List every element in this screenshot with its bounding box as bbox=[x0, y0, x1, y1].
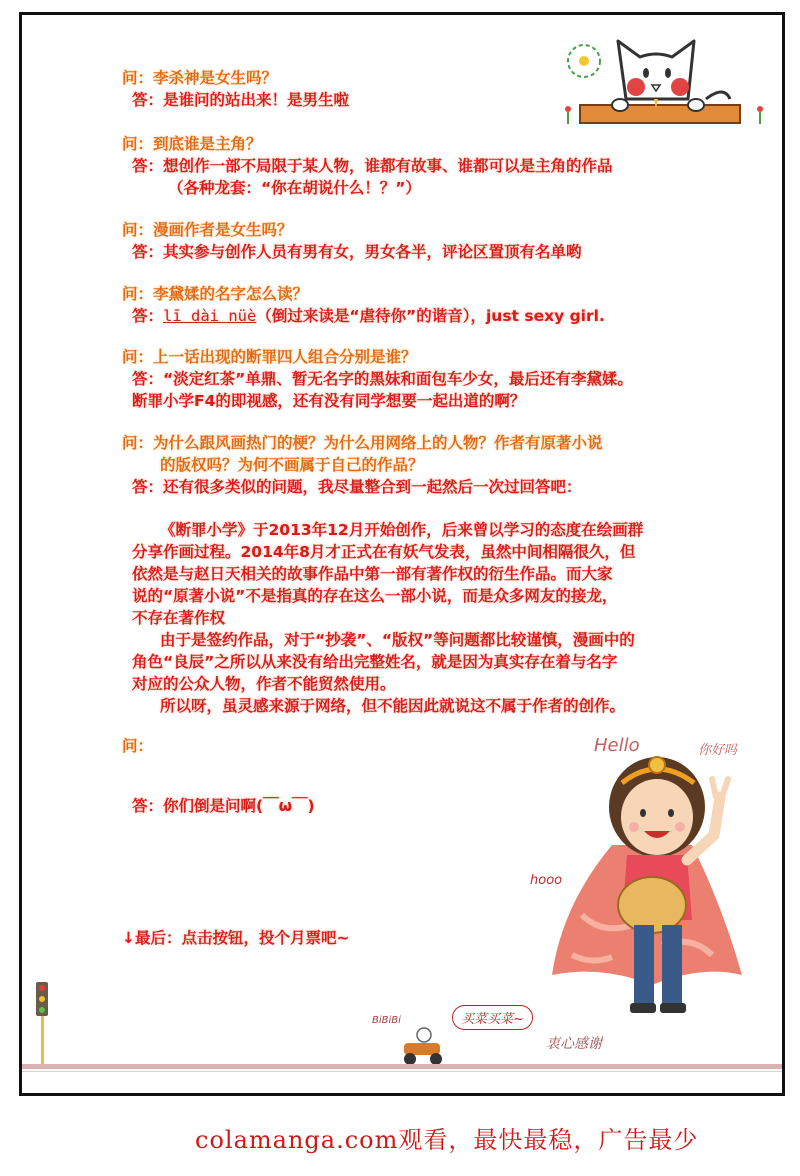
leg-right bbox=[662, 925, 682, 1005]
question-text: 问：李黛媃的名字怎么读？ bbox=[122, 285, 309, 303]
qa-block-last bbox=[122, 735, 153, 757]
question-text: 问：上一话出现的断罪四人组合分别是谁？ bbox=[122, 348, 417, 366]
answer-text: 答：想创作一部不局限于某人物，谁都有故事、谁都可以是主角的作品 bbox=[132, 157, 613, 175]
traffic-light bbox=[36, 982, 48, 1016]
wooden-board bbox=[580, 105, 740, 123]
cat-eye-right bbox=[665, 68, 671, 78]
question-text: 问： bbox=[122, 737, 154, 755]
question-text: 问：为什么跟风画热门的梗？为什么用网络上的人物？作者有原著小说 bbox=[122, 434, 603, 452]
bibibi-scribble: BiBiBi bbox=[372, 1015, 401, 1026]
paragraph-line: 所以呀，虽灵感来源于网络，但不能因此就说这不属于作者的创作。 bbox=[160, 697, 626, 715]
traffic-light-pole bbox=[41, 1016, 44, 1064]
cat-illustration bbox=[556, 29, 776, 129]
paragraph-line: 分享作画过程。2014年8月才正式在有妖气发表，虽然中间相隔很久，但 bbox=[132, 543, 636, 561]
question-text-cont: 的版权吗？为何不画属于自己的作品？ bbox=[160, 456, 424, 474]
ground-line bbox=[22, 1064, 782, 1069]
answer-last bbox=[122, 795, 315, 817]
cat-cheek-right bbox=[671, 78, 689, 96]
paragraph-line: 说的“原著小说”不是指真的存在这么一部小说，而是众多网友的接龙， bbox=[132, 587, 618, 605]
nihao-scribble: 你好吗 bbox=[698, 743, 738, 758]
paragraph-line: 《断罪小学》于2013年12月开始创作，后来曾以学习的态度在绘画群 bbox=[160, 521, 644, 539]
cat-paw-right bbox=[688, 99, 704, 111]
answer-text: 答：是谁问的站出来！是男生啦 bbox=[132, 91, 350, 109]
qa-block-3 bbox=[122, 219, 582, 263]
question-text: 问：漫画作者是女生吗？ bbox=[122, 221, 293, 239]
answer-prefix: 答： bbox=[132, 307, 164, 325]
answer-text: （各种龙套：“你在胡说什么！？”） bbox=[168, 179, 421, 197]
speech-dot bbox=[579, 56, 589, 66]
hoo-scribble: hooo bbox=[530, 873, 563, 888]
answer-text: 断罪小学F4的即视感，还有没有同学想要一起出道的啊？ bbox=[132, 392, 526, 410]
final-note-text: ↓最后：点击按钮，投个月票吧~ bbox=[122, 929, 350, 947]
qa-block-4 bbox=[122, 283, 605, 327]
watermark-text: colamanga.com观看，最快最稳，广告最少 bbox=[195, 1126, 699, 1154]
cat-eye-left bbox=[643, 68, 649, 78]
answer-text bbox=[122, 305, 605, 327]
cat-paw-left bbox=[612, 99, 628, 111]
paragraph-line: 角色“良辰”之所以从来没有给出完整姓名，就是因为真实存在着与名字 bbox=[132, 653, 618, 671]
qa-block-5 bbox=[122, 346, 633, 412]
bag bbox=[618, 877, 686, 933]
paragraph-line: 依然是与赵日天相关的故事作品中第一部有著作权的衍生作品。而大家 bbox=[132, 565, 613, 583]
explanation-block bbox=[122, 519, 643, 717]
paragraph-line: 对应的公众人物，作者不能贸然使用。 bbox=[132, 675, 396, 693]
question-text: 问：李杀神是女生吗？ bbox=[122, 69, 278, 87]
flower-right bbox=[757, 106, 763, 112]
cat-cheek-left bbox=[627, 78, 645, 96]
qa-block-1 bbox=[122, 67, 349, 111]
maicai-scribble: 买菜买菜~ bbox=[452, 1005, 533, 1030]
hello-scribble: Hello bbox=[594, 735, 640, 756]
scooter-illustration bbox=[394, 1025, 454, 1069]
flower-left bbox=[565, 106, 571, 112]
qa-block-6 bbox=[122, 432, 603, 498]
comic-panel bbox=[19, 12, 785, 1096]
answer-text: 答：“淡定红茶”单鼎、暂无名字的黑妹和面包车少女，最后还有李黛媃。 bbox=[132, 370, 633, 388]
qa-block-2 bbox=[122, 133, 613, 199]
question-text: 问：到底谁是主角？ bbox=[122, 135, 262, 153]
answer-text: 答：还有很多类似的问题，我尽量整合到一起然后一次过回答吧： bbox=[132, 478, 582, 496]
paragraph-line: 不存在著作权 bbox=[132, 609, 226, 627]
answer-text: 答：其实参与创作人员有男有女，男女各半，评论区置顶有名单哟 bbox=[132, 243, 582, 261]
leg-left bbox=[634, 925, 654, 1005]
girl-illustration bbox=[542, 735, 772, 1035]
xiexie-scribble: 衷心感谢 bbox=[546, 1036, 602, 1052]
face bbox=[621, 779, 693, 855]
ground-line-2 bbox=[22, 1071, 782, 1072]
pinyin-reading: lī dài nüè bbox=[163, 307, 257, 325]
cat-tail bbox=[706, 92, 730, 99]
answer-text: 答：你们倒是问啊(￣ω￣) bbox=[132, 797, 315, 815]
paragraph-line: 由于是签约作品，对于“抄袭”、“版权”等问题都比较谨慎，漫画中的 bbox=[160, 631, 635, 649]
answer-rest: （倒过来读是“虐待你”的谐音），just sexy girl. bbox=[256, 307, 605, 325]
final-note bbox=[122, 927, 349, 949]
